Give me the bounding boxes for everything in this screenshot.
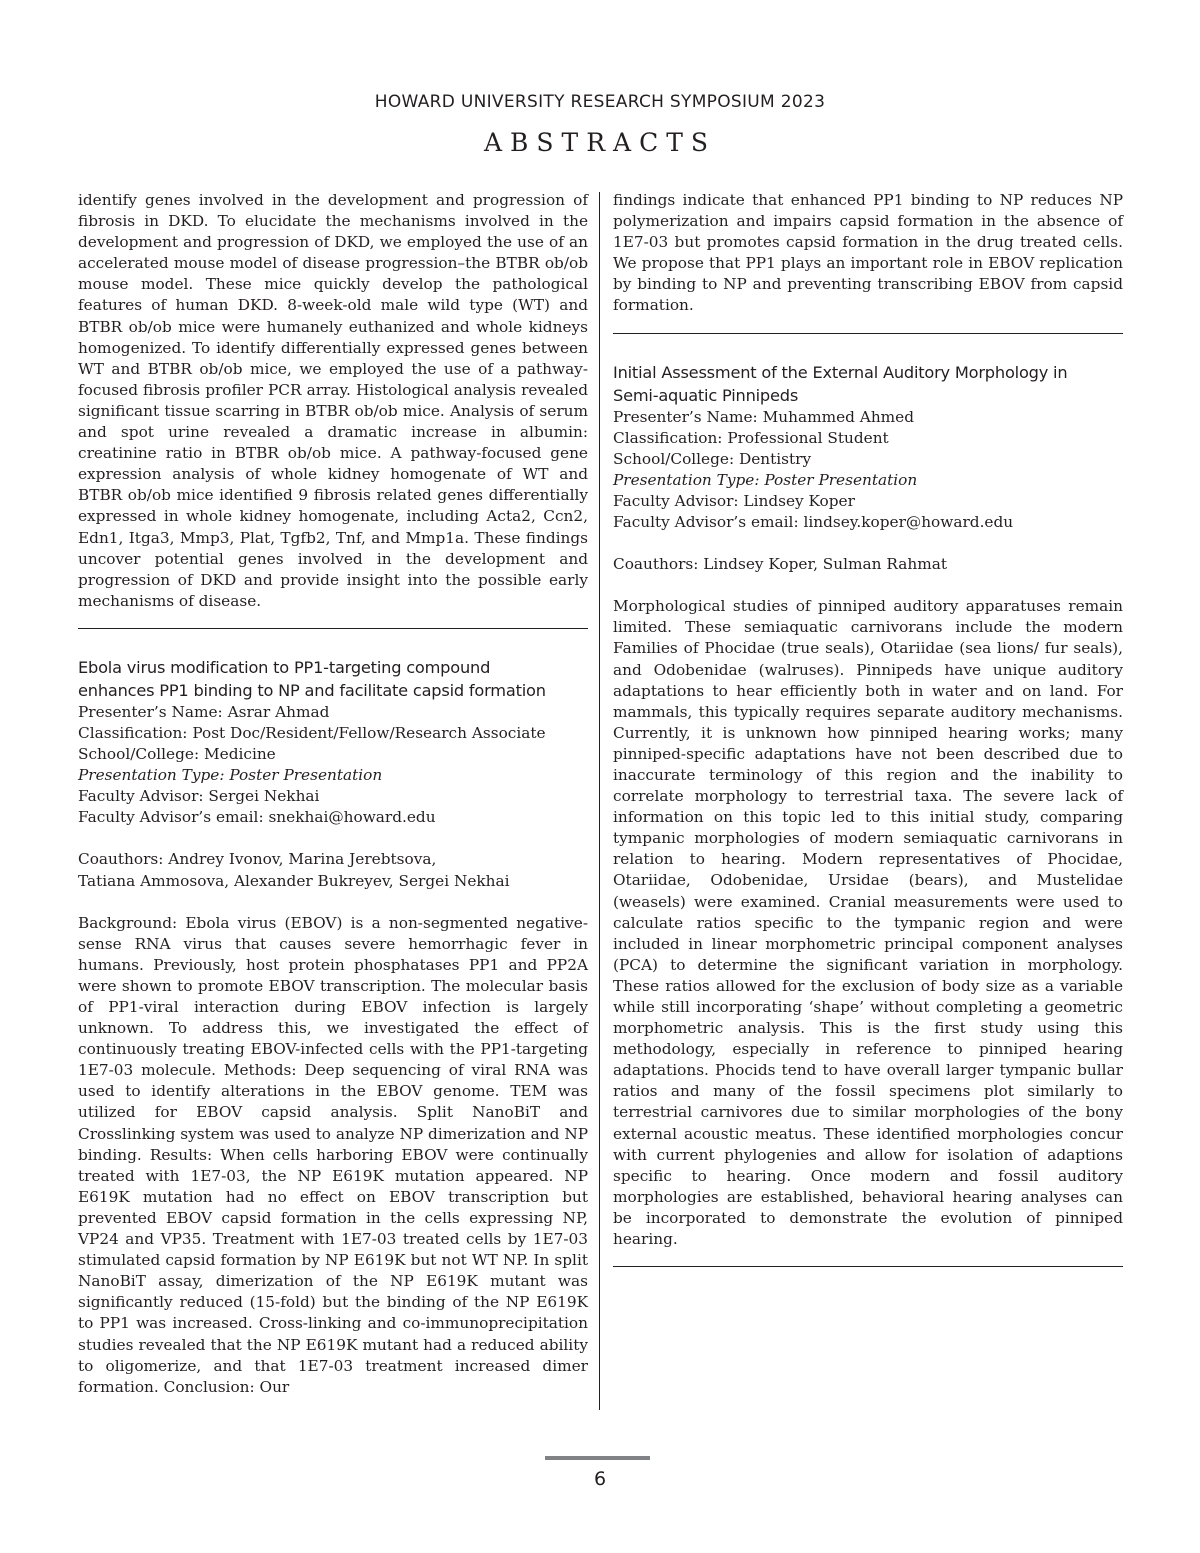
school-college: School/College: Dentistry bbox=[613, 449, 812, 468]
abstract-title-line: Ebola virus modification to PP1-targeting compound bbox=[78, 657, 491, 677]
column-divider bbox=[599, 192, 600, 1410]
abstract-divider bbox=[613, 333, 1123, 334]
faculty-advisor: Faculty Advisor: Sergei Nekhai bbox=[78, 787, 320, 806]
classification: Classification: Professional Student bbox=[613, 428, 889, 447]
abstract-divider bbox=[78, 628, 588, 629]
abstract-body: Morphological studies of pinniped auditory apparatuses remain limited. These semiaquatic carnivorans include the modern Families of Phocidae (true seals), Otariidae (sea lions/ fur seals), and Odobenidae (walruses). Pinnipeds have unique auditory adaptations to hear efficiently both in water and on land. For mammals, this typically requires separate auditory mechanisms. Currently, it is unknown how pinniped hearing works; many pinniped-specific adaptations have not been described due to inaccurate terminology of this region and the inability to correlate morphology to terrestrial taxa. The severe lack of information on this topic led to this initial study, comparing tympanic morphologies of modern semiaquatic carnivorans in relation to hearing. Modern representatives of Phocidae, Otariidae, Odobenidae, Ursidae (bears), and Mustelidae (weasels) were examined. Cranial measurements were used to calculate ratios specific to the tympanic region and were included in linear morphometric principal component analyses (PCA) to determine the significant variation in morphology. These ratios allowed for the exclusion of body size as a variable while still incorporating ‘shape’ without completing a geometric morphometric analysis. This is the first study using this methodology, especially in reference to pinniped hearing adaptations. Phocids tend to have overall larger tympanic bullar ratios and many of the fossil specimens plot similarly to terrestrial carnivores due to similar morphologies of the bony external acoustic meatus. These identified morphologies concur with current phylogenies and allow for isolation of adaptions specific to hearing. Once modern and fossil auditory morphologies are established, behavioral hearing analyses can be incorporated to demonstrate the evolution of pinniped hearing. bbox=[613, 597, 1123, 1249]
abstract-body: Background: Ebola virus (EBOV) is a non-segmented negative-sense RNA virus that causes severe hemorrhagic fever in humans. Previously, host protein phosphatases PP1 and PP2A were shown to promote EBOV transcription. The molecular basis of PP1-viral interaction during EBOV infection is largely unknown. To address this, we investigated the effect of continuously treating EBOV-infected cells with the PP1-targeting 1E7-03 molecule. Methods: Deep sequencing of viral RNA was used to identify alterations in the EBOV genome. TEM was utilized for EBOV capsid analysis. Split NanoBiT and Crosslinking system was used to analyze NP dimerization and NP binding. Results: When cells harboring EBOV were continually treated with 1E7-03, the NP E619K mutation appeared. NP E619K mutation had no effect on EBOV transcription but prevented EBOV capsid formation in the cells expressing NP, VP24 and VP35. Treatment with 1E7-03 treated cells by 1E7-03 stimulated capsid formation by NP E619K but not WT NP. In split NanoBiT assay, dimerization of the NP E619K mutant was significantly reduced (15-fold) but the binding of the NP E619K to PP1 was increased. Cross-linking and co-immunoprecipitation studies revealed that the NP E619K mutant had a reduced ability to oligomerize, and that 1E7-03 treatment increased dimer formation. Conclusion: Our bbox=[78, 913, 588, 1396]
abstract-title-line: Semi-aquatic Pinnipeds bbox=[613, 385, 799, 405]
coauthors: Tatiana Ammosova, Alexander Bukreyev, Sergei Nekhai bbox=[78, 871, 510, 890]
coauthors: Coauthors: Andrey Ivonov, Marina Jerebtsova, bbox=[78, 850, 437, 869]
faculty-advisor-email: Faculty Advisor’s email: snekhai@howard.edu bbox=[78, 808, 436, 827]
presenter-name: Presenter’s Name: Asrar Ahmad bbox=[78, 702, 330, 721]
abstract-title bbox=[613, 361, 1123, 407]
abstract-continuation-text: findings indicate that enhanced PP1 binding to NP reduces NP polymerization and impairs capsid formation in the absence of 1E7-03 but promotes capsid formation in the drug treated cells. We propose that PP1 plays an important role in EBOV replication by binding to NP and preventing transcribing EBOV from capsid formation. bbox=[613, 191, 1123, 315]
presentation-type: Presentation Type: Poster Presentation bbox=[613, 470, 918, 489]
running-header: HOWARD UNIVERSITY RESEARCH SYMPOSIUM 2023 bbox=[374, 92, 826, 112]
faculty-advisor: Faculty Advisor: Lindsey Koper bbox=[613, 491, 855, 510]
footer-bar bbox=[545, 1456, 650, 1460]
page-number: 6 bbox=[593, 1468, 607, 1490]
section-title: ABSTRACTS bbox=[483, 128, 717, 157]
abstract-title-line: Initial Assessment of the External Auditory Morphology in bbox=[613, 362, 1068, 382]
coauthors: Coauthors: Lindsey Koper, Sulman Rahmat bbox=[613, 555, 947, 574]
right-column bbox=[613, 190, 1123, 1267]
presenter-name: Presenter’s Name: Muhammed Ahmed bbox=[613, 407, 915, 426]
left-column bbox=[78, 190, 588, 1410]
presentation-type: Presentation Type: Poster Presentation bbox=[78, 766, 383, 785]
abstract-metadata bbox=[613, 407, 1123, 576]
abstract-title-line: enhances PP1 binding to NP and facilitate capsid formation bbox=[78, 680, 546, 700]
school-college: School/College: Medicine bbox=[78, 745, 276, 764]
abstract-title bbox=[78, 656, 588, 702]
classification: Classification: Post Doc/Resident/Fellow/Research Associate bbox=[78, 723, 546, 742]
abstract-divider bbox=[613, 1266, 1123, 1267]
abstract-continuation-text: identify genes involved in the development and progression of fibrosis in DKD. To elucidate the mechanisms involved in the development and progression of DKD, we employed the use of an accelerated mouse model of disease progression–the BTBR ob/ob mouse model. These mice quickly develop the pathological features of human DKD. 8-week-old male wild type (WT) and BTBR ob/ob mice were humanely euthanized and whole kidneys homogenized. To identify differentially expressed genes between WT and BTBR ob/ob mice, we employed the use of a pathway-focused fibrosis profiler PCR array. Histological analysis revealed significant tissue scarring in BTBR ob/ob mice. Analysis of serum and spot urine revealed a dramatic increase in albumin: creatinine ratio in BTBR ob/ob mice. A pathway-focused gene expression analysis of whole kidney homogenate of WT and BTBR ob/ob mice identified 9 fibrosis related genes differentially expressed in whole kidney homogenate, including Acta2, Ccn2, Edn1, Itga3, Mmp3, Plat, Tgfb2, Tnf, and Mmp1a. These findings uncover potential genes involved in the development and progression of DKD and provide insight into the possible early mechanisms of disease. bbox=[78, 191, 588, 610]
abstract-metadata bbox=[78, 702, 588, 892]
faculty-advisor-email: Faculty Advisor’s email: lindsey.koper@howard.edu bbox=[613, 513, 1014, 532]
